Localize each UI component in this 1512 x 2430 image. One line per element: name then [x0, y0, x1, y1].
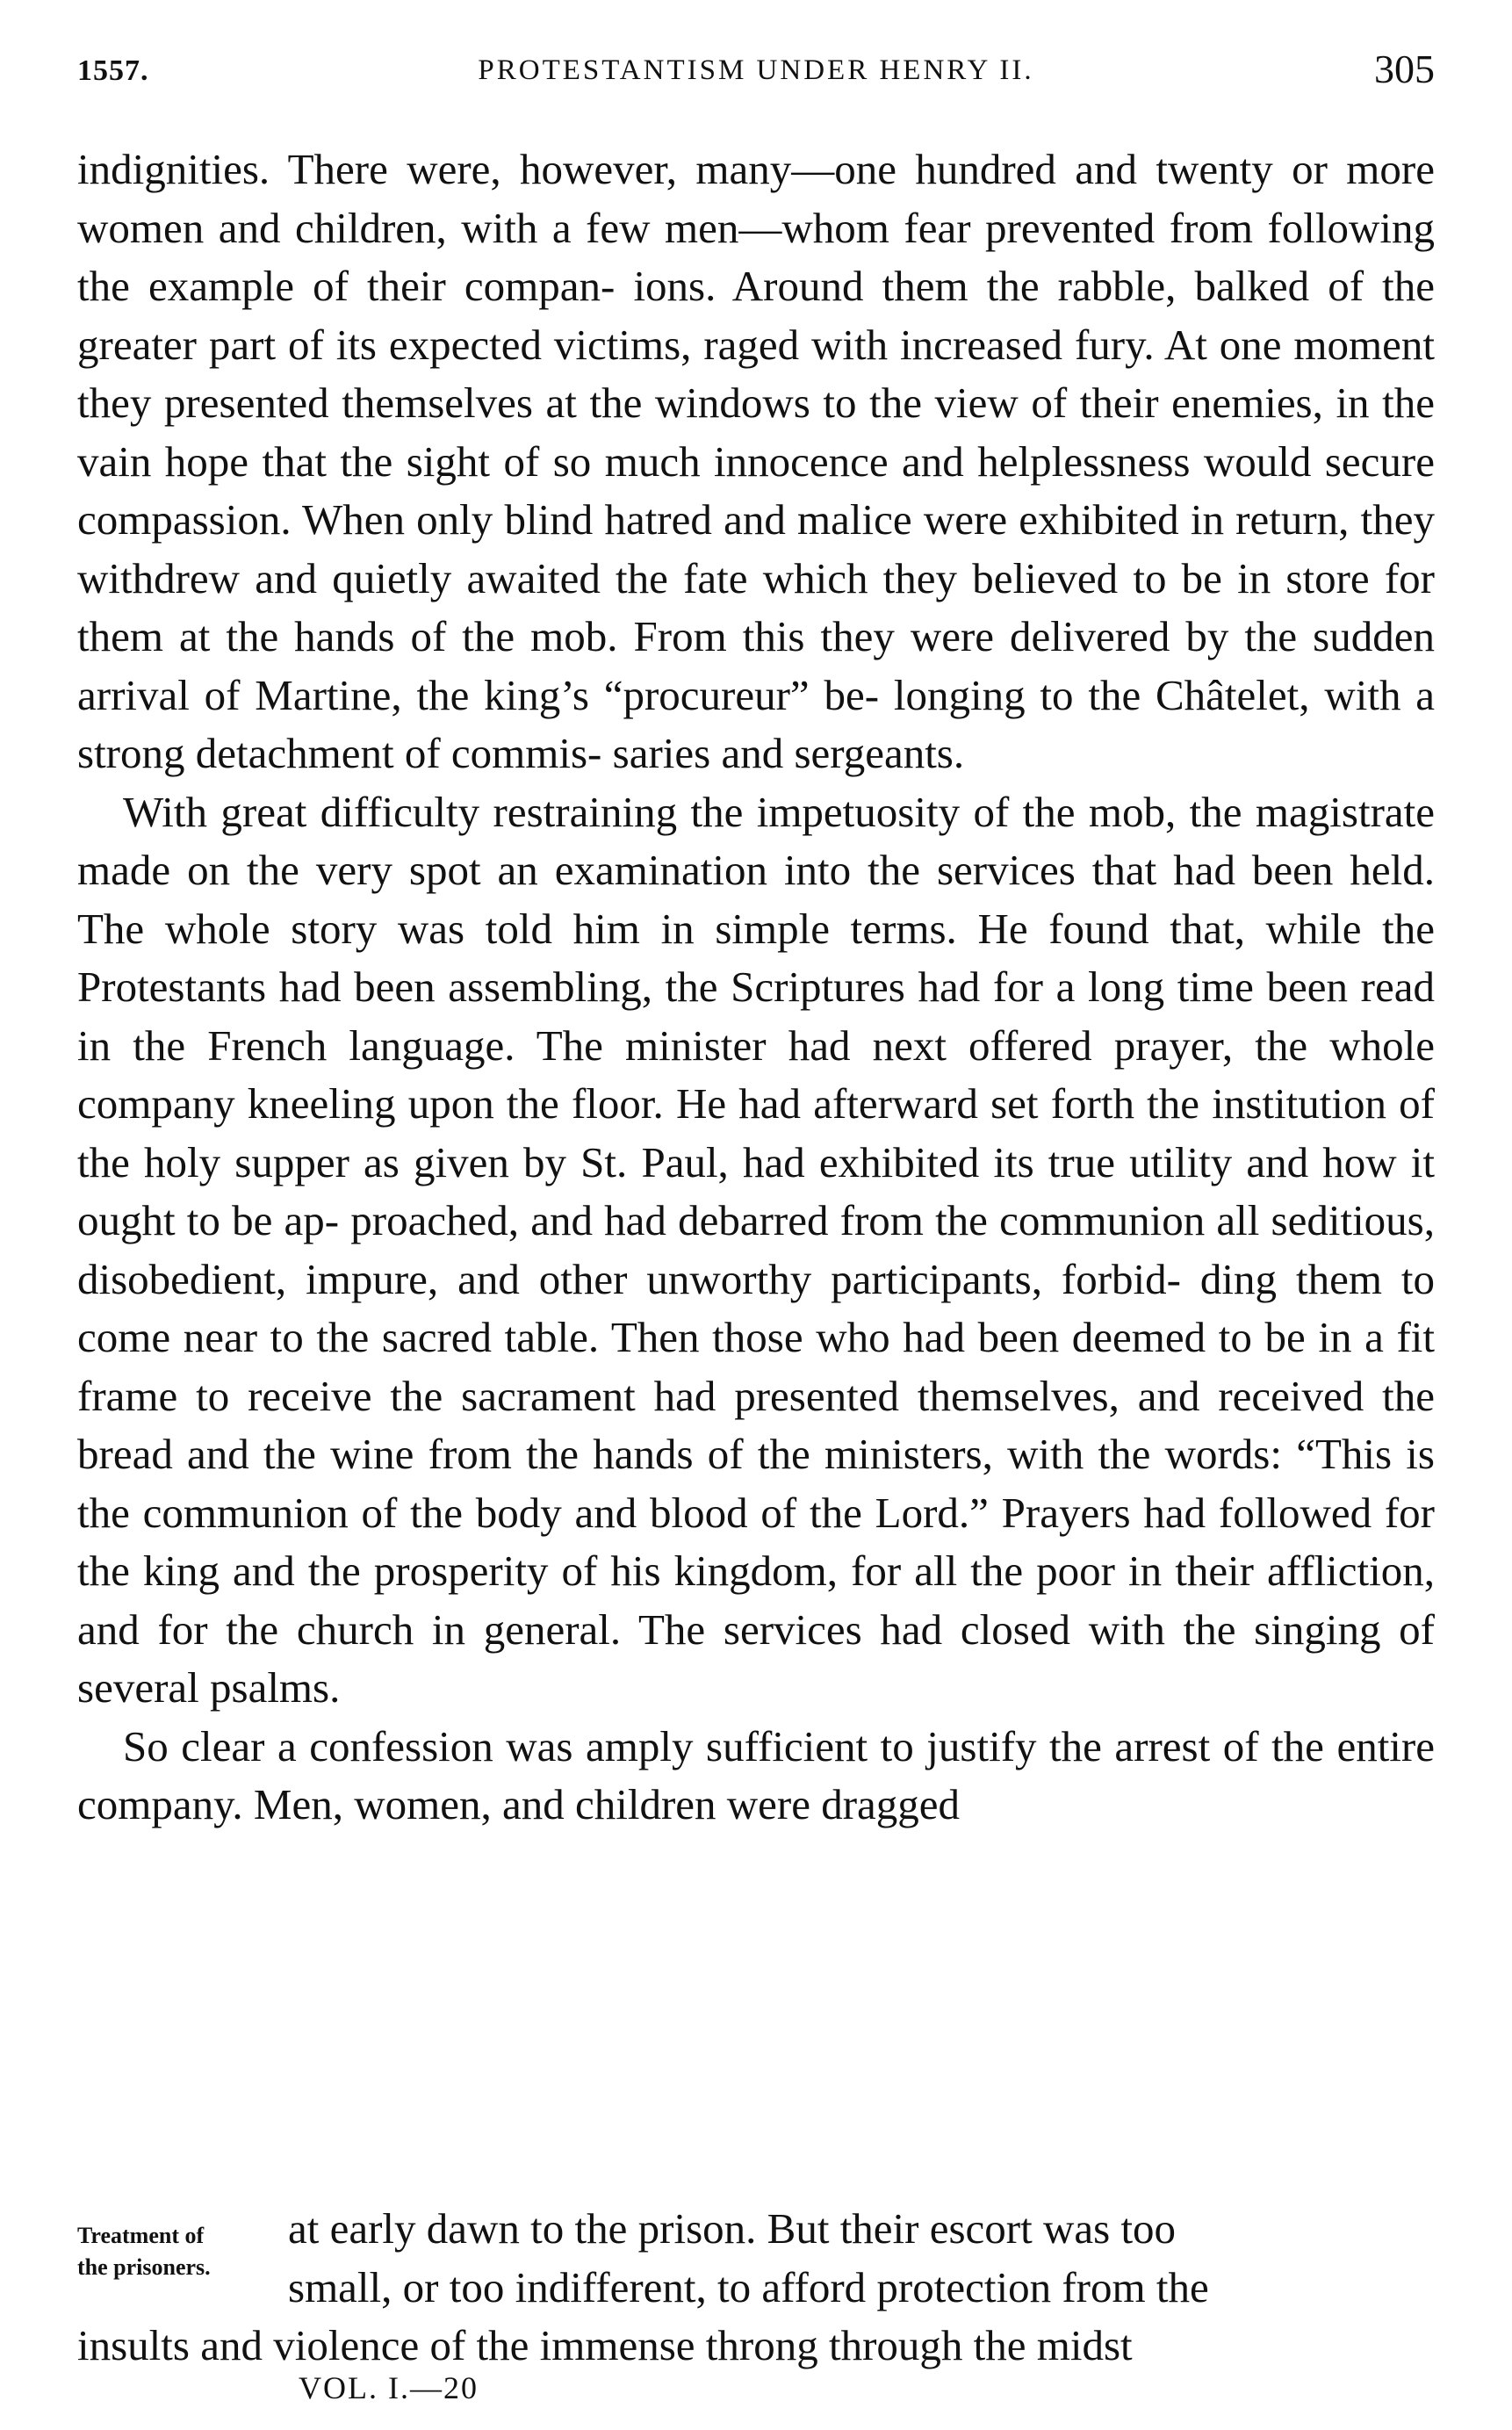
header-title: PROTESTANTISM UNDER HENRY II.	[478, 54, 1034, 86]
page-number: 305	[1374, 47, 1435, 91]
signature-mark: VOL. I.—20	[299, 2370, 479, 2405]
marginal-note-line: the prisoners.	[77, 2254, 211, 2280]
running-head	[77, 46, 1435, 98]
header-year: 1557.	[77, 54, 149, 87]
paragraph-line: small, or too indifferent, to afford protection from the	[288, 2262, 1209, 2311]
paragraph-line: at early dawn to the prison. But their escort was too	[288, 2204, 1177, 2253]
marginal-note-line: Treatment of	[77, 2223, 205, 2248]
paragraph-line: insults and violence of the immense throng through the midst	[77, 2321, 1133, 2369]
body-text	[77, 141, 1435, 1835]
paragraph-2: With great difficulty restraining the impetuosity of the mob, the magistrate made on the very spot an examination into the services that had been held. The whole story was told him in simple terms. He found that, while the Protestants had been assembling, the Scriptures had for a long time been read in the French language. The minister had next offered prayer, the whole company kneeling upon the floor. He had afterward set forth the institution of the holy supper as given by St. Paul, had exhibited its true utility and how it ought to be ap- proached, and had debarred from the communion all seditious, disobedient, impure, and other unworthy participants, forbid- ding them to come near to the sacred table. Then those who had been deemed to be in a fit frame to receive the sacrament had presented themselves, and received the bread and the wine from the hands of the ministers, with the words: “This is the communion of the body and blood of the Lord.” Prayers had followed for the king and the prosperity of his kingdom, for all the poor in their affliction, and for the church in general. The services had closed with the singing of several psalms.	[77, 787, 1435, 1712]
marginal-note	[77, 2220, 288, 2283]
paragraph-3: So clear a confession was amply sufficient to justify the arrest of the entire company. Men, women, and children were dragged	[77, 1721, 1435, 1828]
paragraph-1: indignities. There were, however, many—one hundred and twenty or more women and children, with a few men—whom fear prevented from following the example of their compan- ions. Around them the rabble, balked of the greater part of its expected victims, raged with increased fury. At one moment they presented themselves at the windows to the view of their enemies, in the vain hope that the sight of so much innocence and helplessness would secure compassion. When only blind hatred and malice were exhibited in return, they withdrew and quietly awaited the fate which they believed to be in store for them at the hands of the mob. From this they were delivered by the sudden arrival of Martine, the king’s “procureur” be- longing to the Châtelet, with a strong detachment of commis- saries and sergeants.	[77, 145, 1435, 777]
